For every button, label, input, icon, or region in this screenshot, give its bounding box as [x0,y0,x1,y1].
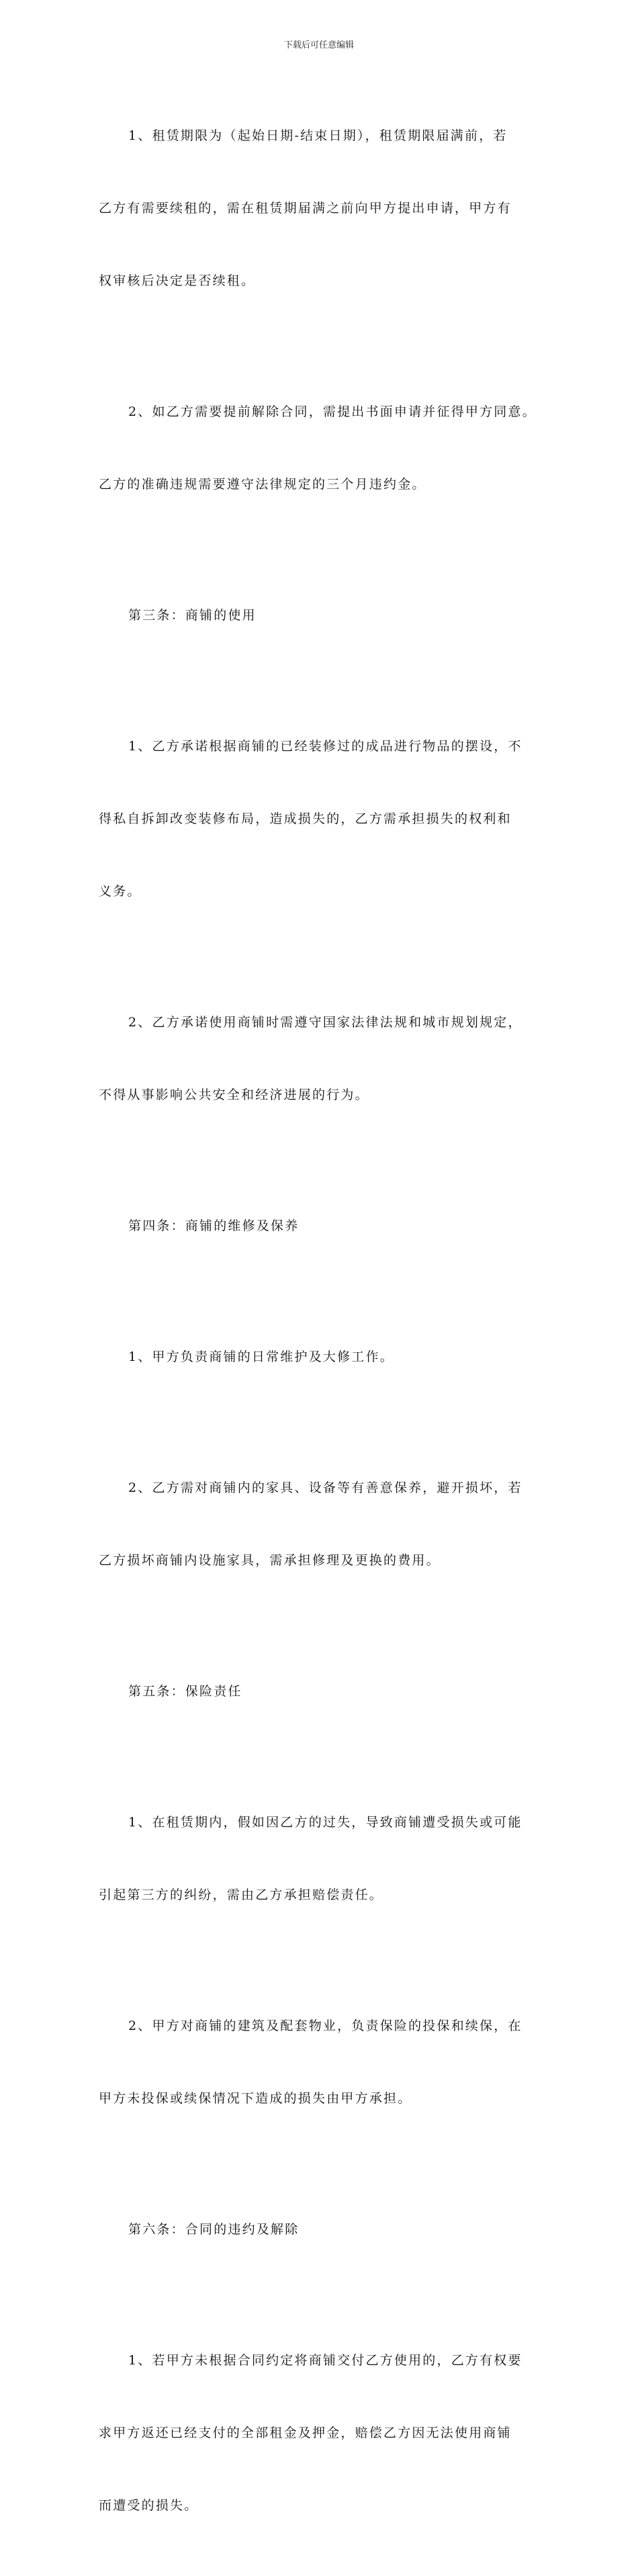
document-body [99,75,542,2576]
text-line: 1、租赁期限为（起始日期-结束日期），租赁期限届满前，若 [128,128,508,143]
section-heading: 第四条：商铺的维修及保养 [128,1218,300,1233]
article-heading-4 [99,1165,542,1286]
text-line: 2、甲方对商铺的建筑及配套物业，负责保险的投保和续保，在 [128,2018,522,2033]
clause-breach-1 [99,2300,542,2566]
text-line: 乙方的准确违规需要遵守法律规定的三个月违约金。 [99,477,426,492]
text-line: 求甲方返还已经支付的全部租金及押金，赔偿乙方因无法使用商铺 [99,2426,512,2440]
text-line: 2、乙方承诺使用商铺时需遵守国家法律法规和城市规划规定， [128,1015,522,1030]
article-heading-5 [99,1631,542,1752]
text-line: 1、乙方承诺根据商铺的已经装修过的成品进行物品的摆设，不 [128,739,522,754]
section-heading: 第六条：合同的违约及解除 [128,2222,300,2237]
text-line: 2、如乙方需要提前解除合同，需提出书面申请并征得甲方同意。 [128,404,537,419]
article-heading-6 [99,2169,542,2290]
clause-early-termination [99,351,542,545]
clause-maintenance-1 [99,1296,542,1417]
section-heading: 第五条：保险责任 [128,1684,242,1699]
page-header-note: 下载后可任意编辑 [283,40,354,50]
text-line: 乙方有需要续租的，需在租赁期届满之前向甲方提出申请，甲方有 [99,201,512,216]
text-line: 义务。 [99,884,142,899]
text-line: 乙方损坏商铺内设施家具，需承担修理及更换的费用。 [99,1553,441,1568]
text-line: 1、甲方负责商铺的日常维护及大修工作。 [128,1349,394,1364]
text-line: 2、乙方需对商铺内的家具、设备等有善意保养，避开损坏，若 [128,1480,522,1495]
text-line: 权审核后决定是否续租。 [99,273,256,288]
article-heading-3 [99,555,542,676]
clause-insurance-2 [99,1965,542,2159]
text-line: 1、若甲方未根据合同约定将商铺交付乙方使用的，乙方有权要 [128,2353,522,2368]
clause-insurance-1 [99,1762,542,1955]
text-line: 引起第三方的纠纷，需由乙方承担赔偿责任。 [99,1887,384,1902]
clause-use-2 [99,962,542,1155]
text-line: 甲方未投保或续保情况下造成的损失由甲方承担。 [99,2091,412,2106]
text-line: 而遭受的损失。 [99,2498,199,2513]
text-line: 1、在租赁期内，假如因乙方的过失，导致商铺遭受损失或可能 [128,1815,522,1830]
clause-use-1 [99,686,542,952]
section-heading: 第三条：商铺的使用 [128,608,257,623]
text-line: 得私自拆卸改变装修布局，造成损失的，乙方需承担损失的权利和 [99,811,512,826]
text-line: 不得从事影响公共安全和经济进展的行为。 [99,1087,369,1102]
clause-maintenance-2 [99,1427,542,1621]
clause-renewal [99,75,542,341]
